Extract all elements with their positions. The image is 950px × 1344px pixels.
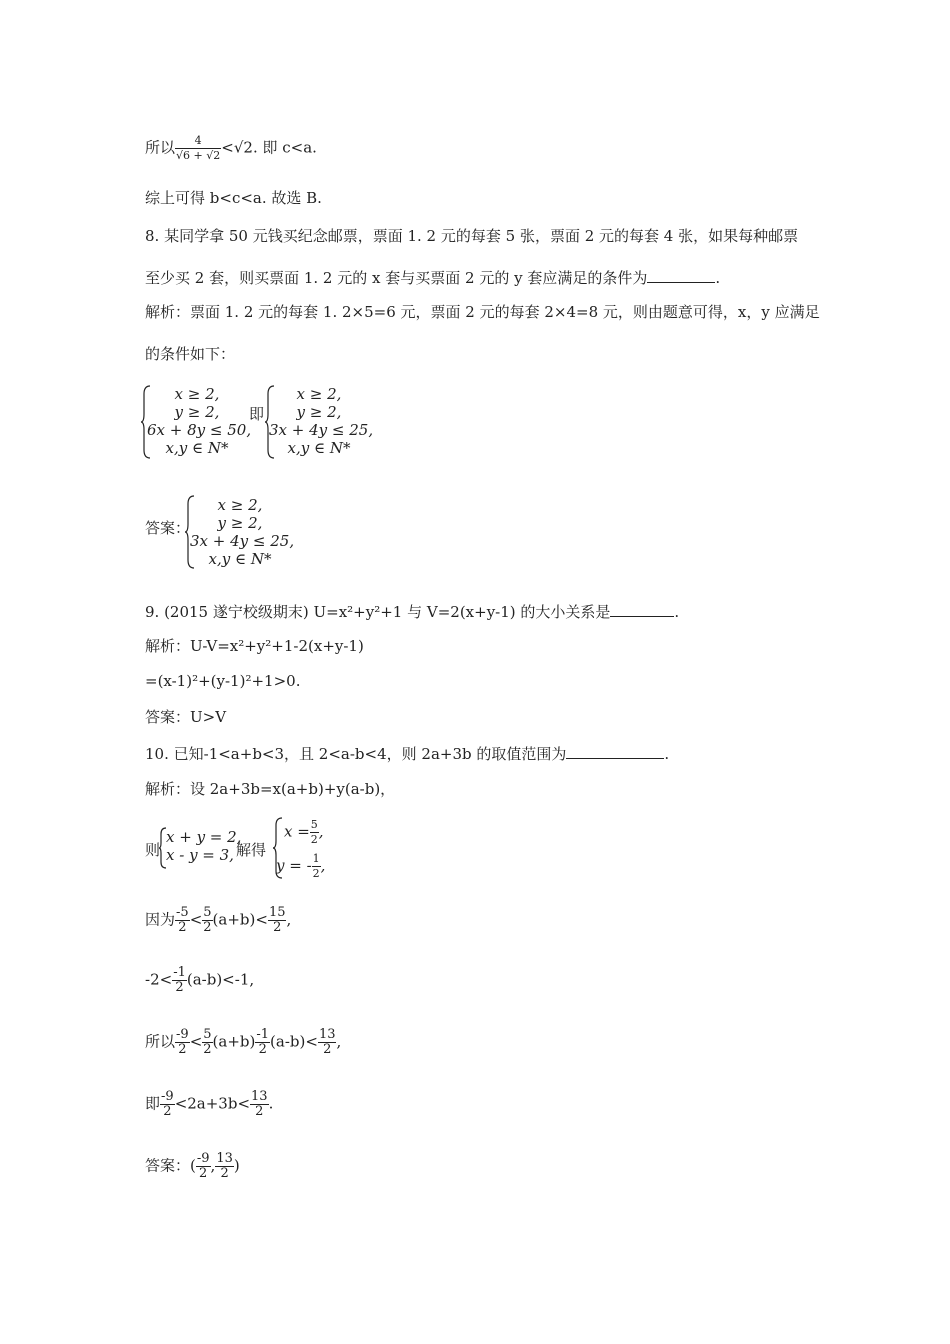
fraction: $\frac{5}{2}$ [203,1027,212,1057]
q8-connector: 即 [249,405,265,423]
q8-answer-system: x ≥ 2, y ≥ 2, 3x + 4y ≤ 25, x,y ∈ N* [190,496,295,568]
fraction: $\frac{-1}{2}$ [173,965,186,995]
q9-question: 9. (2015 遂宁校级期末) U=x²+y²+1 与 V=2(x+y-1) 的大小关系是 . [145,603,680,621]
q8-question-line1: 8. 某同学拿 50 元钱买纪念邮票，票面 1. 2 元的每套 5 张，票面 2 元的每套 4 张，如果每种邮票 [145,227,799,245]
q8-system1: x ≥ 2, y ≥ 2, 6x + 8y ≤ 50, x,y ∈ N* [147,385,252,457]
q10-so: 所以 $\frac{-9}{2}$ < $\frac{5}{2}$ (a+b) $\frac{-1}{2}$ (a-b)< $\frac{13}{2}$ , [145,1027,342,1057]
q10-ze: 则 [145,841,161,859]
q10-analysis-line1: 解析：设 2a+3b=x(a+b)+y(a-b)， [145,780,396,798]
q8-analysis-line1: 解析：票面 1. 2 元的每套 1. 2×5=6 元，票面 2 元的每套 2×4=8 元，则由题意可得，x，y 应满足 [145,303,820,321]
fraction: $\frac{4}{√6 + √2}$ [176,134,221,162]
fraction: $\frac{15}{2}$ [268,905,286,935]
answer-blank[interactable] [647,268,715,283]
fraction: $\frac{-9}{2}$ [196,1151,210,1181]
q10-question: 10. 已知-1<a+b<3，且 2<a-b<4，则 2a+3b 的取值范围为 . [145,745,670,763]
q8-answer-label: 答案： [145,519,191,537]
q10-jiede: 解得 [236,841,267,859]
q10-line2: -2< $\frac{-1}{2}$ (a-b)<-1, [145,965,255,995]
q10-ji: 即 $\frac{-9}{2}$ <2a+3b< $\frac{13}{2}$ . [145,1089,274,1119]
fraction: $\frac{5}{2}$ [203,905,212,935]
q10-because: 因为 $\frac{-5}{2}$ < $\frac{5}{2}$ (a+b)< $\frac{15}{2}$ , [145,905,292,935]
q9-analysis-line2: =(x-1)²+(y-1)²+1>0. [145,672,301,690]
fraction: $\frac{1}{2}$ [312,852,320,880]
q10-system: x + y = 2, x - y = 3, [166,828,242,864]
answer-blank[interactable] [566,744,664,759]
fraction: $\frac{-5}{2}$ [176,905,189,935]
q9-analysis-line1: 解析：U-V=x²+y²+1-2(x+y-1) [145,637,364,655]
q10-answer: 答案：( $\frac{-9}{2}$ , $\frac{13}{2}$ ) [145,1151,240,1181]
answer-blank[interactable] [610,602,674,617]
fraction: $\frac{13}{2}$ [318,1027,336,1057]
q10-solution-x: x = $\frac{5}{2}$ , [284,818,324,846]
q8-system2: x ≥ 2, y ≥ 2, 3x + 4y ≤ 25, x,y ∈ N* [269,385,374,457]
q7-line1: 所以 $\frac{4}{√6 + √2}$ <√2. 即 c<a. [145,134,317,162]
q8-analysis-line2: 的条件如下： [145,345,236,363]
q10-solution-y: y = - $\frac{1}{2}$ , [276,852,326,880]
fraction: $\frac{13}{2}$ [216,1151,233,1181]
fraction: $\frac{13}{2}$ [251,1089,268,1119]
q7-line2: 综上可得 b<c<a. 故选 B. [145,189,322,207]
fraction: $\frac{-9}{2}$ [176,1027,189,1057]
fraction: $\frac{-9}{2}$ [161,1089,174,1119]
fraction: $\frac{-1}{2}$ [256,1027,270,1057]
fraction: $\frac{5}{2}$ [310,818,318,846]
q8-question-line2: 至少买 2 套，则买票面 1. 2 元的 x 套与买票面 2 元的 y 套应满足的条件为 . [145,269,721,287]
q9-answer: 答案：U>V [145,708,227,726]
